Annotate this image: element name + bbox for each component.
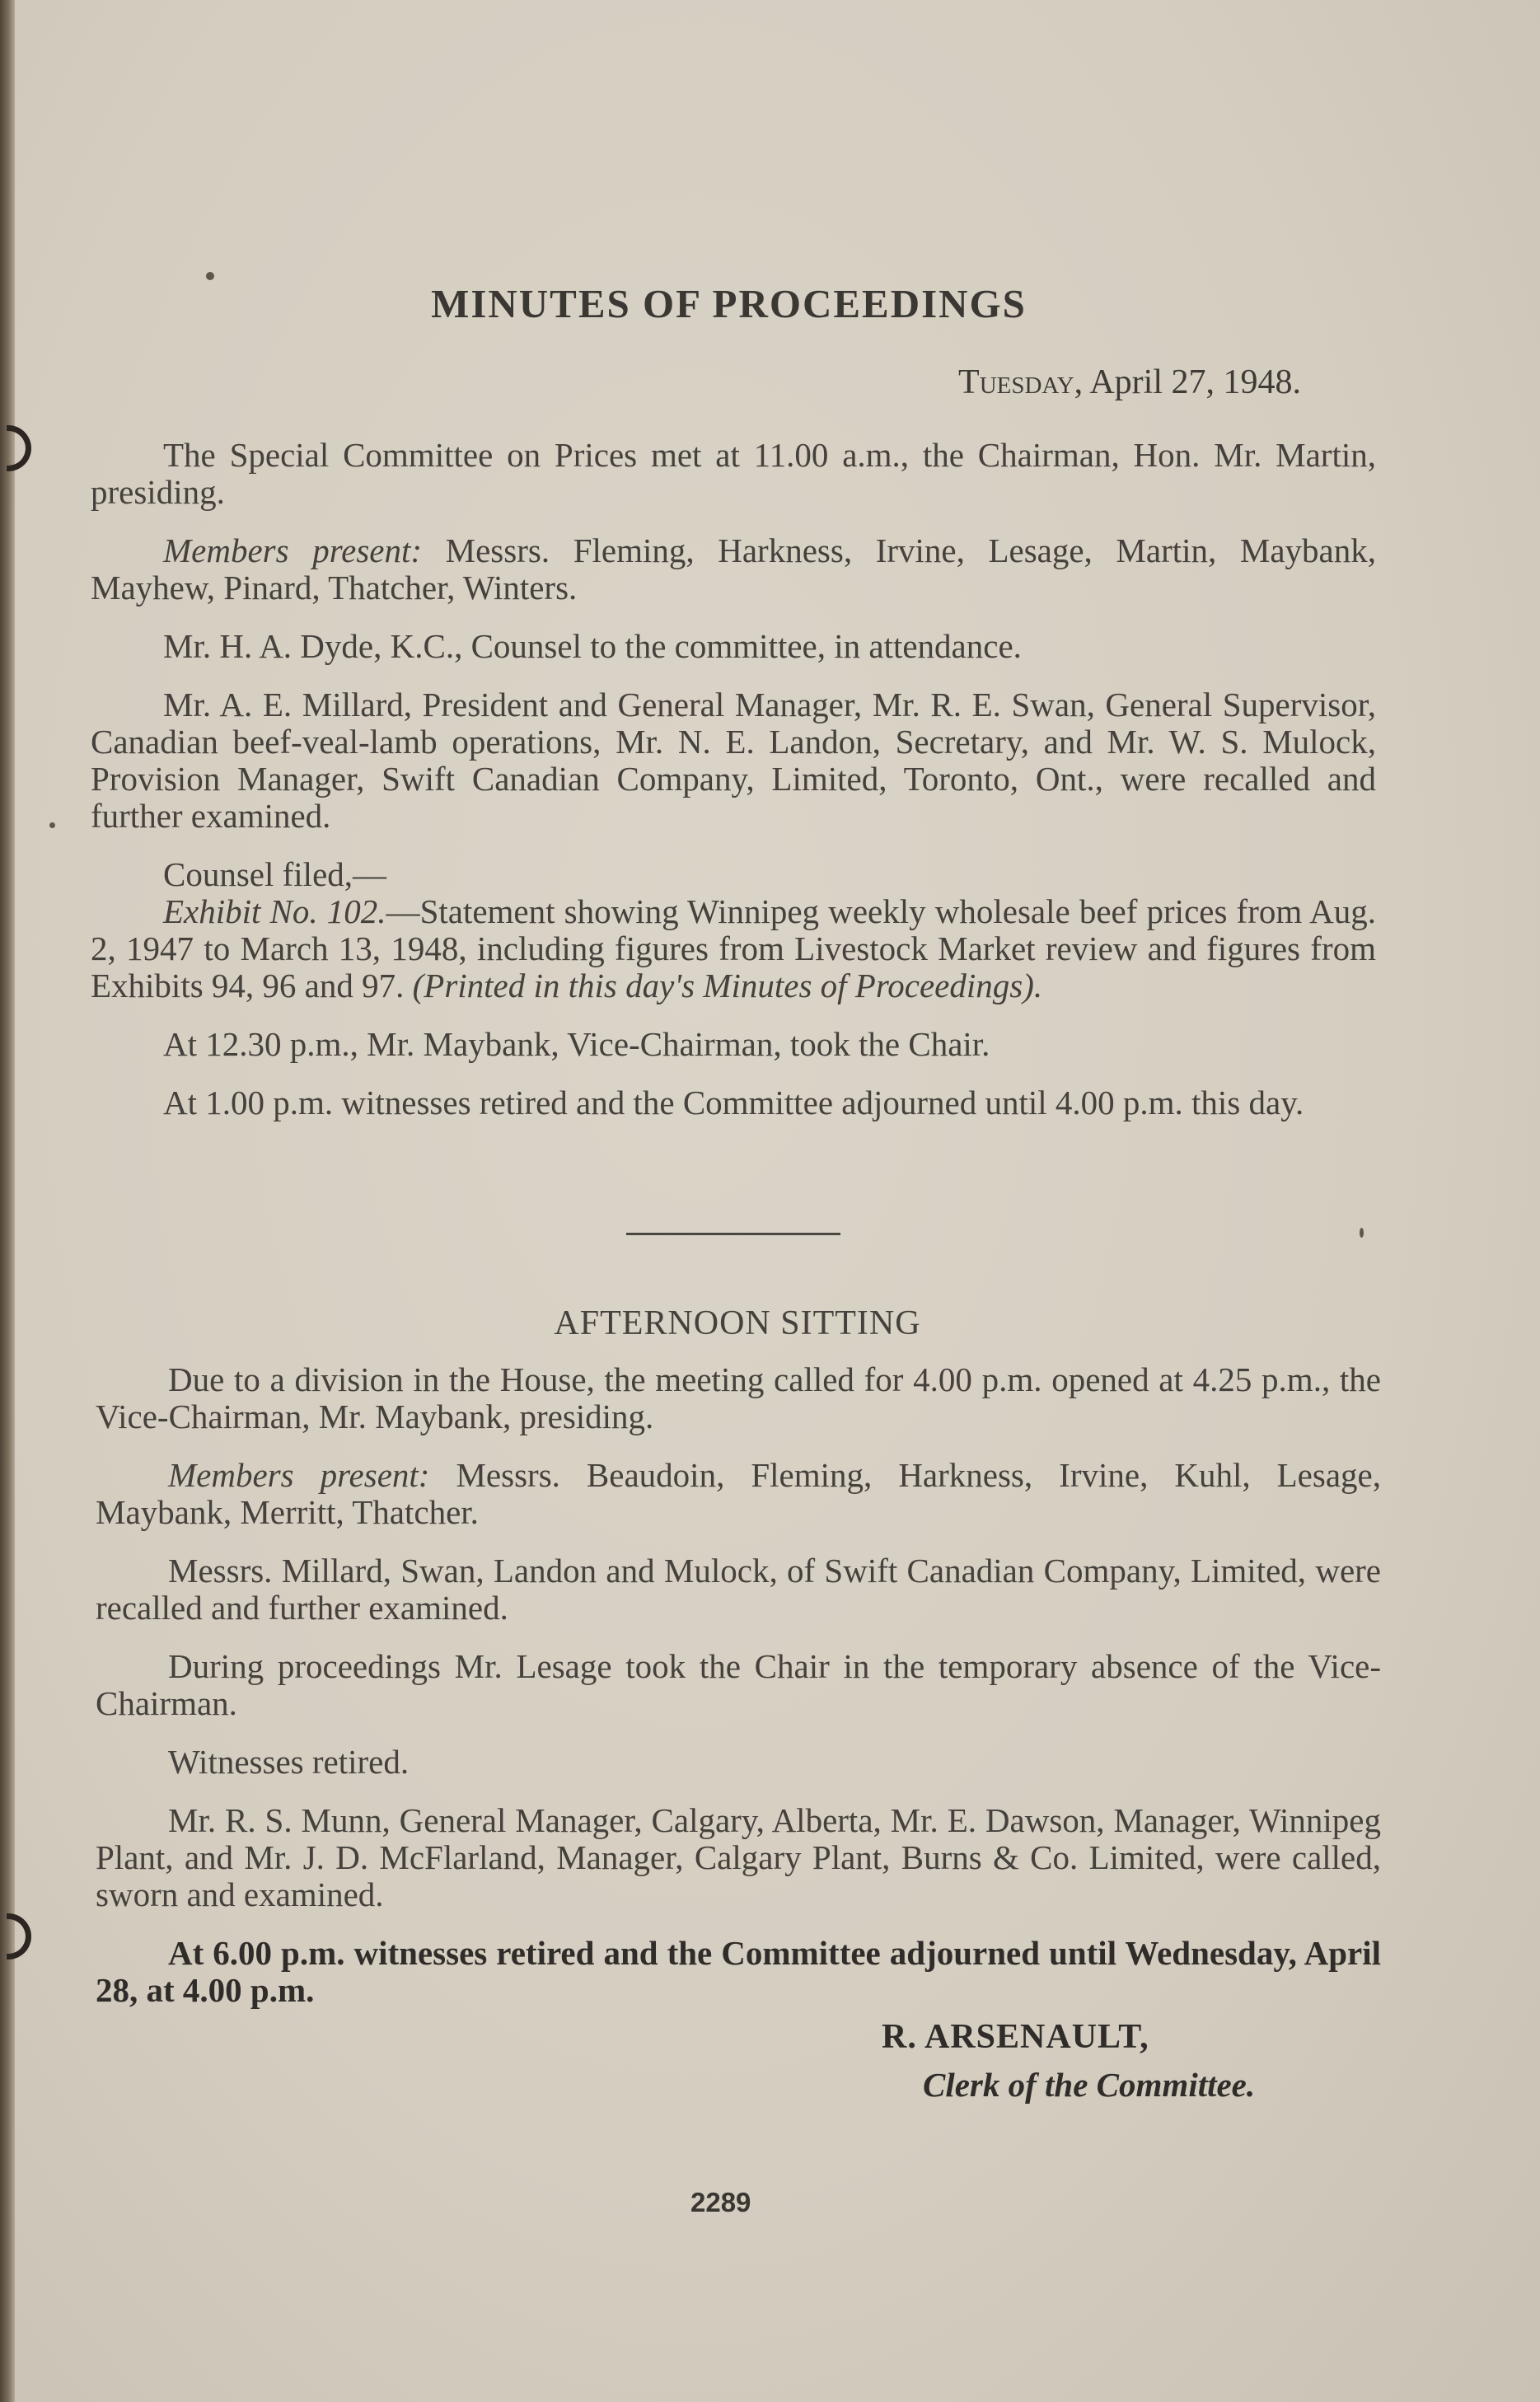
members-present-list: Messrs. Fleming, Harkness, Irvine, Lesage, Martin, Maybank, Mayhew, Pinard, Thatcher, Winters. xyxy=(91,531,1376,606)
afternoon-heading: AFTERNOON SITTING xyxy=(554,1304,921,1342)
section-divider xyxy=(626,1233,840,1235)
paper-speck xyxy=(1360,1228,1364,1238)
exhibit-description: —Statement showing Winnipeg weekly wholesale beef prices from Aug. 2, 1947 to March 13, 1948, including figures from Livestock Market review and figures from Exhibits 94, 96 and 97. xyxy=(91,892,1376,1004)
members-present-paragraph xyxy=(91,532,1376,606)
binder-ring-top xyxy=(7,425,31,471)
chair-change-paragraph: At 12.30 p.m., Mr. Maybank, Vice-Chairman, took the Chair. xyxy=(163,1025,990,1063)
afternoon-section xyxy=(96,1361,1381,2030)
afternoon-chair-paragraph: During proceedings Mr. Lesage took the Chair in the temporary absence of the Vice-Chairman. xyxy=(96,1647,1381,1722)
afternoon-opening-paragraph: Due to a division in the House, the meeting called for 4.00 p.m. opened at 4.25 p.m., the Vice-Chairman, Mr. Maybank, presiding. xyxy=(96,1360,1381,1435)
paper-speck xyxy=(206,272,214,280)
meeting-date xyxy=(958,363,1301,402)
paper-speck xyxy=(49,822,55,828)
clerk-name: R. ARSENAULT, xyxy=(882,2018,1149,2056)
afternoon-adjournment-paragraph: At 6.00 p.m. witnesses retired and the Committee adjourned until Wednesday, April 28, at 4.00 p.m. xyxy=(96,1934,1381,2009)
new-witnesses-paragraph: Mr. R. S. Munn, General Manager, Calgary, Alberta, Mr. E. Dawson, Manager, Winnipeg Plant, and Mr. J. D. McFlarland, Manager, Calgary Plant, Burns & Co. Limited, were called, sworn and examined. xyxy=(96,1801,1381,1913)
exhibit-label: Exhibit No. 102. xyxy=(163,892,386,930)
afternoon-members-paragraph xyxy=(96,1457,1381,1531)
exhibit-paragraph xyxy=(91,893,1376,1004)
counsel-filed-paragraph: Counsel filed,— xyxy=(163,855,387,893)
exhibit-note: (Printed in this day's Minutes of Proceedings). xyxy=(412,967,1043,1004)
witnesses-retired-paragraph: Witnesses retired. xyxy=(168,1743,410,1781)
page-number: 2289 xyxy=(690,2187,751,2217)
afternoon-members-label: Members present: xyxy=(168,1456,430,1494)
afternoon-members-list: Messrs. Beaudoin, Fleming, Harkness, Irvine, Kuhl, Lesage, Maybank, Merritt, Thatcher. xyxy=(96,1456,1381,1531)
adjournment-paragraph: At 1.00 p.m. witnesses retired and the Committee adjourned until 4.00 p.m. this day. xyxy=(163,1084,1304,1121)
binder-ring-bottom xyxy=(7,1913,31,1960)
counsel-paragraph: Mr. H. A. Dyde, K.C., Counsel to the committee, in attendance. xyxy=(163,627,1022,665)
morning-section xyxy=(91,437,1376,1143)
date-weekday: Tuesday xyxy=(958,363,1074,401)
clerk-title: Clerk of the Committee. xyxy=(923,2066,1256,2104)
afternoon-recalled-paragraph: Messrs. Millard, Swan, Landon and Mulock, of Swift Canadian Company, Limited, were recalled and further examined. xyxy=(96,1552,1381,1627)
date-rest: , April 27, 1948. xyxy=(1074,363,1301,401)
binding-edge xyxy=(0,0,15,2402)
witnesses-paragraph: Mr. A. E. Millard, President and General Manager, Mr. R. E. Swan, General Supervisor, Canadian beef-veal-lamb operations, Mr. N. E. Landon, Secretary, and Mr. W. S. Mulock, Provision Manager, Swift Canadian Company, Limited, Toronto, Ont., were recalled and further examined. xyxy=(91,686,1376,835)
members-present-label: Members present: xyxy=(163,531,423,569)
document-title: MINUTES OF PROCEEDINGS xyxy=(431,281,1027,326)
opening-paragraph: The Special Committee on Prices met at 11.00 a.m., the Chairman, Hon. Mr. Martin, presiding. xyxy=(91,436,1376,511)
